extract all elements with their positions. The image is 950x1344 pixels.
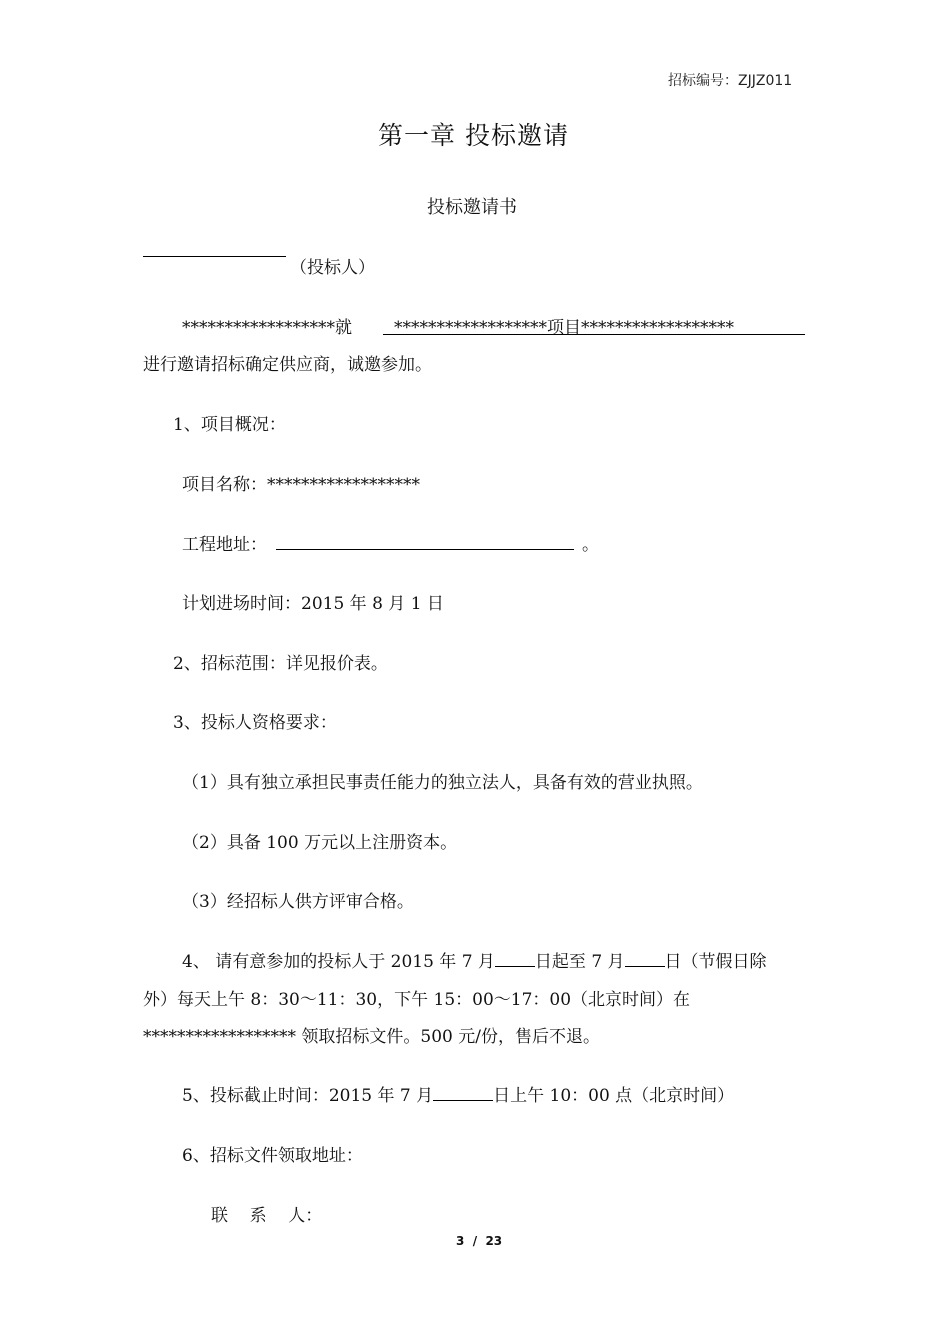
site-address-label: 工程地址：: [182, 535, 267, 555]
project-name: 项目名称：******************: [182, 475, 420, 495]
section4-seg1: 4、 请有意参加的投标人于 2015 年 7 月: [182, 952, 495, 972]
end-day-blank: [625, 948, 665, 967]
site-address-end: 。: [582, 535, 599, 555]
section4-line3: ****************** 领取招标文件。500 元/份，售后不退。: [143, 1027, 600, 1047]
section4-seg2: 日起至 7 月: [534, 952, 625, 972]
section1-heading: 1、项目概况：: [173, 415, 286, 435]
bid-number: 招标编号：ZJJZ011: [668, 73, 793, 89]
page-number: 3 / 23: [456, 1234, 503, 1248]
section3-heading: 3、投标人资格要求：: [173, 713, 337, 733]
section5-seg2: 日上午 10：00 点（北京时间）: [493, 1086, 735, 1106]
section4-line2: 外）每天上午 8：30～11：30，下午 15：00～17：00（北京时间）在: [143, 990, 691, 1010]
section2-text: 2、招标范围：详见报价表。: [173, 654, 388, 674]
bidder-label: （投标人）: [290, 258, 375, 278]
deadline-day-blank: [433, 1082, 493, 1101]
invitation-subtitle: 投标邀请书: [427, 197, 517, 218]
intro-part1: ******************就: [182, 318, 352, 338]
section4-seg3: 日（节假日除: [664, 952, 767, 972]
contact-label: 联 系 人：: [211, 1206, 323, 1226]
qualification-item: （3）经招标人供方评审合格。: [182, 892, 414, 912]
entry-time: 计划进场时间：2015 年 8 月 1 日: [182, 594, 444, 614]
bidder-blank-line: [143, 256, 286, 257]
intro-part3: 进行邀请招标确定供应商，诚邀参加。: [143, 355, 432, 375]
section4-line1: [182, 947, 767, 972]
qualification-item: （2）具备 100 万元以上注册资本。: [182, 833, 458, 853]
section5-line: [182, 1081, 734, 1106]
chapter-title: 第一章 投标邀请: [378, 121, 569, 150]
section6-text: 6、招标文件领取地址：: [182, 1146, 363, 1166]
site-address-blank: [276, 549, 574, 550]
qualification-item: （1）具有独立承担民事责任能力的独立法人，具备有效的营业执照。: [182, 773, 703, 793]
section5-seg1: 5、投标截止时间：2015 年 7 月: [182, 1086, 434, 1106]
intro-part2: ******************项目******************: [394, 318, 734, 338]
start-day-blank: [495, 948, 535, 967]
